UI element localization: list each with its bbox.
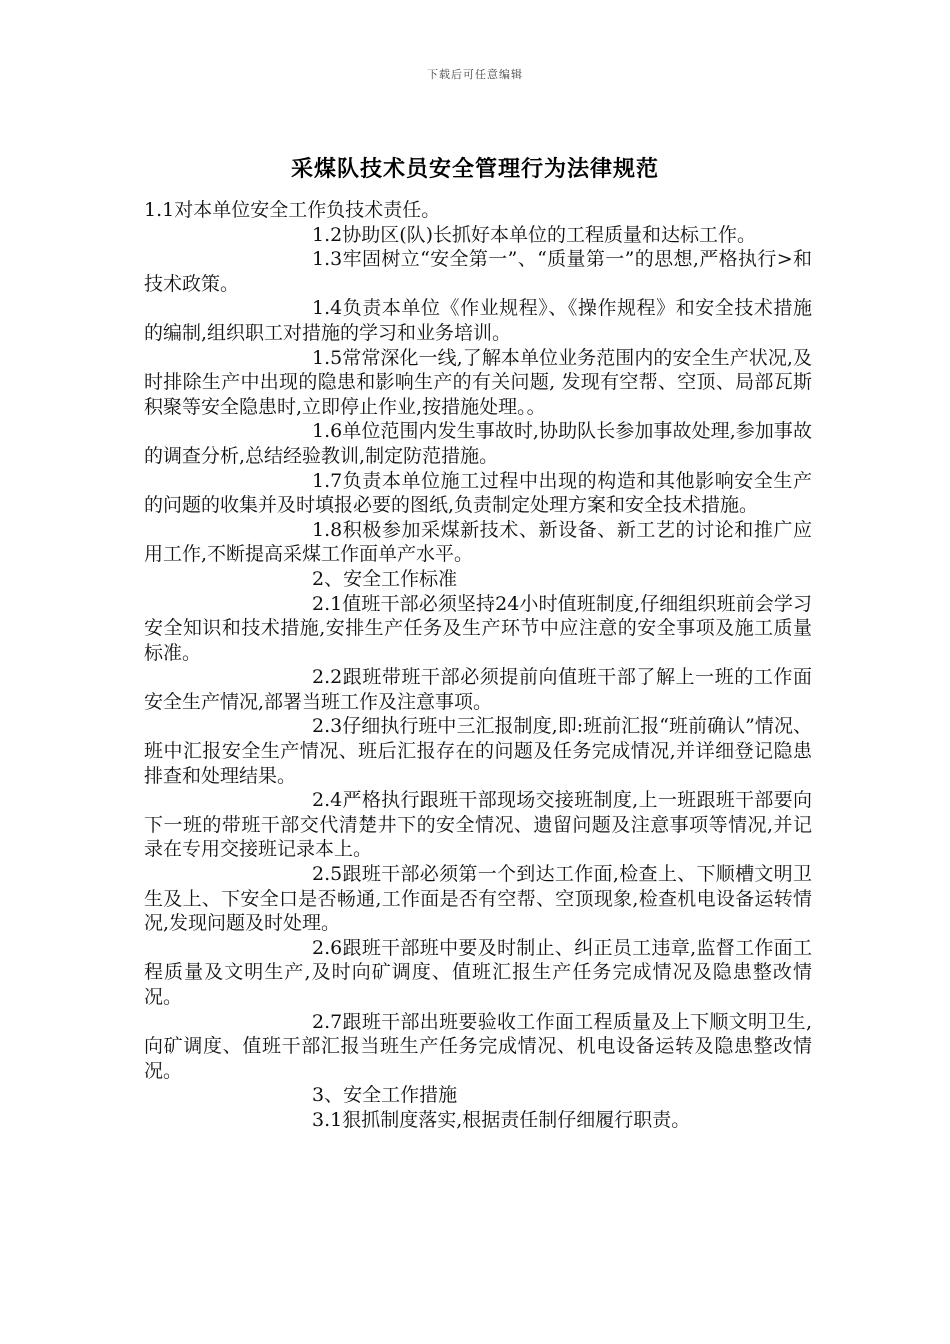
paragraph-2-1: 2.1值班干部必须坚持24小时值班制度,仔细组织班前会学习安全知识和技术措施,安排生产任务及生产环节中应注意的安全事项及施工质量标准。 xyxy=(144,592,812,664)
paragraph-1-7: 1.7负责本单位施工过程中出现的构造和其他影响安全生产的问题的收集并及时填报必要的图纸,负责制定处理方案和安全技术措施。 xyxy=(144,469,812,517)
paragraph-1-6: 1.6单位范围内发生事故时,协助队长参加事故处理,参加事故的调查分析,总结经验教训,制定防范措施。 xyxy=(144,420,812,467)
paragraph-2-2: 2.2跟班带班干部必须提前向值班干部了解上一班的工作面安全生产情况,部署当班工作及注意事项。 xyxy=(144,666,812,713)
paragraph-1-2: 1.2协助区(队)长抓好本单位的工程质量和达标工作。 xyxy=(312,223,757,246)
paragraph-1-4: 1.4负责本单位《作业规程》、《操作规程》和安全技术措施的编制,组织职工对措施的学习和业务培训。 xyxy=(144,297,812,344)
paragraph-3-1: 3.1狠抓制度落实,根据责任制仔细履行职责。 xyxy=(312,1108,691,1131)
paragraph-1-8: 1.8积极参加采煤新技术、新设备、新工艺的讨论和推广应用工作,不断提高采煤工作面单产水平。 xyxy=(144,518,812,566)
paragraph-1-3: 1.3牢固树立“安全第一”、“质量第一”的思想,严格执行>和技术政策。 xyxy=(144,248,812,295)
paragraph-1-5: 1.5常常深化一线,了解本单位业务范围内的安全生产状况,及时排除生产中出现的隐患和影响生产的有关问题, 发现有空帮、空顶、局部瓦斯积聚等安全隐患时,立即停止作业,按措施处理。。 xyxy=(144,346,812,418)
paragraph-2-7: 2.7跟班干部出班要验收工作面工程质量及上下顺文明卫生,向矿调度、值班干部汇报当班生产任务完成情况、机电设备运转及隐患整改情况。 xyxy=(144,1010,812,1082)
document-title: 采煤队技术员安全管理行为法律规范 xyxy=(290,157,659,182)
paragraph-2-3: 2.3仔细执行班中三汇报制度,即:班前汇报“班前确认”情况、班中汇报安全生产情况、班后汇报存在的问题及任务完成情况,并详细登记隐患排查和处理结果。 xyxy=(144,715,812,787)
section-heading-2: 2、安全工作标准 xyxy=(312,567,458,590)
paragraph-1-1: 1.1对本单位安全工作负技术责任。 xyxy=(144,199,441,221)
paragraph-2-4: 2.4严格执行跟班干部现场交接班制度,上一班跟班干部要向下一班的带班干部交代清楚井下的安全情况、遗留问题及注意事项等情况,并记录在专用交接班记录本上。 xyxy=(144,789,812,861)
paragraph-2-5: 2.5跟班干部必须第一个到达工作面,检查上、下顺槽文明卫生及上、下安全口是否畅通,工作面是否有空帮、空顶现象,检查机电设备运转情况,发现问题及时处理。 xyxy=(144,863,812,935)
paragraph-2-6: 2.6跟班干部班中要及时制止、纠正员工违章,监督工作面工程质量及文明生产,及时向矿调度、值班汇报生产任务完成情况及隐患整改情况。 xyxy=(144,936,812,1008)
header-note: 下载后可任意编辑 xyxy=(427,68,523,81)
document-body xyxy=(144,198,812,1133)
section-heading-3: 3、安全工作措施 xyxy=(312,1084,458,1107)
